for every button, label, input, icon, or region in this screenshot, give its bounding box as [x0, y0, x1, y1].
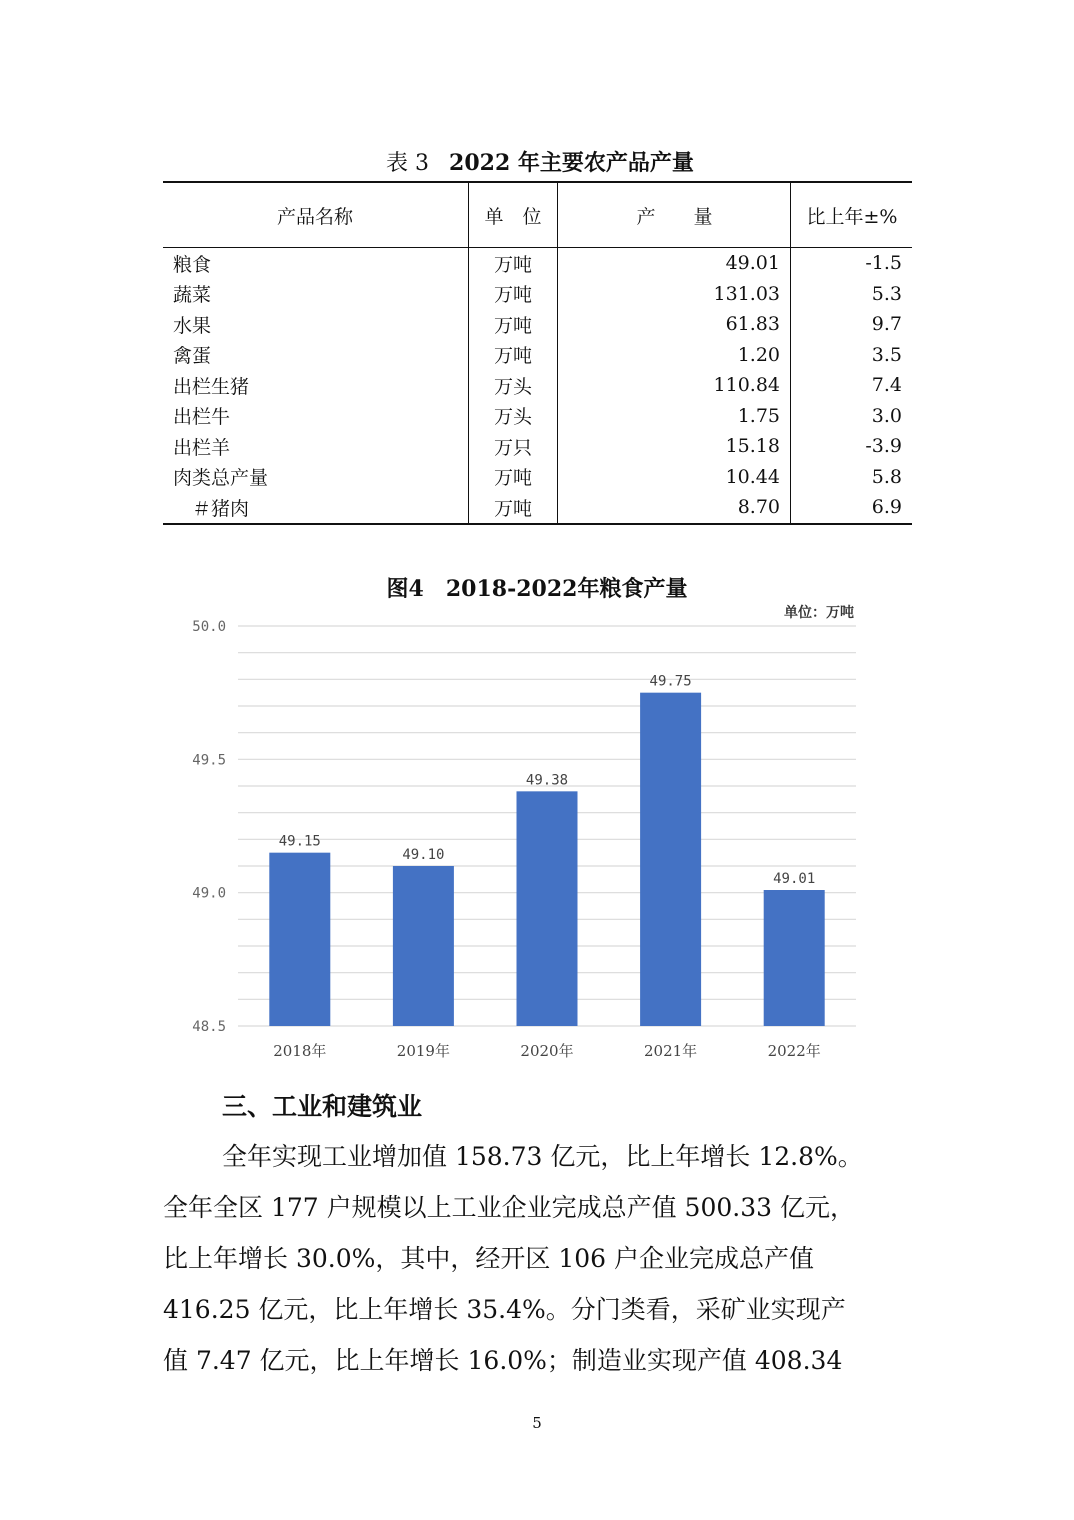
paragraph-line: 416.25 亿元，比上年增长 35.4%。分门类看，采矿业实现产 — [163, 1295, 846, 1324]
table-row — [163, 462, 912, 493]
bar-value-label: 49.38 — [525, 772, 569, 789]
table-row — [163, 340, 912, 371]
row-unit: 万吨 — [469, 248, 558, 279]
row-change: -3.9 — [791, 431, 913, 462]
bar-value-label: 49.10 — [402, 847, 445, 863]
paragraph-line: 值 7.47 亿元，比上年增长 16.0%；制造业实现产值 408.34 — [163, 1346, 843, 1375]
grain-output-bar-chart — [0, 610, 1074, 1070]
row-unit: 万吨 — [469, 340, 558, 371]
row-unit: 万头 — [469, 370, 558, 401]
row-value: 15.18 — [558, 431, 791, 462]
bar-value-label: 49.75 — [649, 673, 692, 690]
row-unit: 万吨 — [469, 309, 558, 340]
row-name: 肉类总产量 — [173, 467, 269, 490]
row-name: 粮食 — [173, 253, 212, 276]
row-unit: 万吨 — [469, 492, 558, 524]
row-value: 61.83 — [558, 309, 791, 340]
header-change: 比上年±% — [791, 182, 913, 248]
x-tick-label: 2019年 — [396, 1042, 450, 1060]
paragraph-line: 全年全区 177 户规模以上工业企业完成总产值 500.33 亿元， — [163, 1193, 855, 1222]
table-row — [163, 309, 912, 340]
table-row — [163, 248, 912, 279]
row-value: 8.70 — [558, 492, 791, 524]
y-tick-label: 50.0 — [192, 619, 226, 635]
y-tick-label: 48.5 — [192, 1019, 226, 1035]
table-title — [0, 146, 1074, 177]
bar-value-label: 49.15 — [278, 833, 321, 850]
x-tick-label: 2021年 — [644, 1042, 698, 1060]
row-change: 3.0 — [791, 401, 913, 432]
bar — [517, 791, 578, 1026]
page-number: 5 — [532, 1414, 542, 1432]
bar — [269, 853, 330, 1026]
paragraph-line: 全年实现工业增加值 158.73 亿元，比上年增长 12.8%。 — [222, 1142, 863, 1171]
row-unit: 万吨 — [469, 279, 558, 310]
table-row — [163, 431, 912, 462]
row-change: 5.3 — [791, 279, 913, 310]
table-title-prefix: 表 3 — [386, 151, 430, 176]
row-unit: 万只 — [469, 431, 558, 462]
row-name: 出栏生猪 — [173, 375, 250, 398]
y-tick-label: 49.5 — [192, 752, 226, 769]
row-name: 水果 — [173, 314, 212, 337]
table-row — [163, 370, 912, 401]
agri-products-table — [163, 181, 912, 525]
section-heading: 三、工业和建筑业 — [222, 1092, 423, 1121]
header-unit: 单 位 — [469, 182, 558, 248]
table-row — [163, 492, 912, 524]
row-name: ＃猪肉 — [163, 492, 469, 524]
row-unit: 万吨 — [469, 462, 558, 493]
row-value: 49.01 — [558, 248, 791, 279]
bar — [764, 890, 825, 1026]
row-change: -1.5 — [791, 248, 913, 279]
row-change: 6.9 — [791, 492, 913, 524]
table-title-text: 2022 年主要农产品产量 — [449, 150, 694, 176]
table-row — [163, 401, 912, 432]
table-row — [163, 279, 912, 310]
table-header-row — [163, 182, 912, 248]
row-name: 蔬菜 — [173, 284, 212, 307]
paragraph-line: 比上年增长 30.0%，其中，经开区 106 户企业完成总产值 — [163, 1244, 814, 1273]
row-name: 出栏羊 — [173, 436, 231, 459]
row-change: 3.5 — [791, 340, 913, 371]
row-change: 7.4 — [791, 370, 913, 401]
row-unit: 万头 — [469, 401, 558, 432]
row-value: 1.20 — [558, 340, 791, 371]
row-name: 禽蛋 — [173, 345, 212, 368]
chart-unit-label: 单位：万吨 — [784, 605, 854, 621]
x-tick-label: 2018年 — [273, 1042, 327, 1060]
header-output: 产 量 — [558, 182, 791, 248]
row-value: 110.84 — [558, 370, 791, 401]
header-product-name: 产品名称 — [163, 182, 469, 248]
chart-title: 图4 2018-2022年粮食产量 — [386, 576, 688, 602]
row-change: 9.7 — [791, 309, 913, 340]
row-change: 5.8 — [791, 462, 913, 493]
bar — [640, 693, 701, 1026]
row-value: 131.03 — [558, 279, 791, 310]
row-value: 1.75 — [558, 401, 791, 432]
y-tick-label: 49.0 — [192, 885, 226, 902]
row-name: 出栏牛 — [173, 406, 231, 429]
row-value: 10.44 — [558, 462, 791, 493]
x-tick-label: 2020年 — [520, 1042, 574, 1060]
x-tick-label: 2022年 — [767, 1042, 821, 1060]
bar — [393, 866, 454, 1026]
bar-value-label: 49.01 — [773, 871, 816, 887]
